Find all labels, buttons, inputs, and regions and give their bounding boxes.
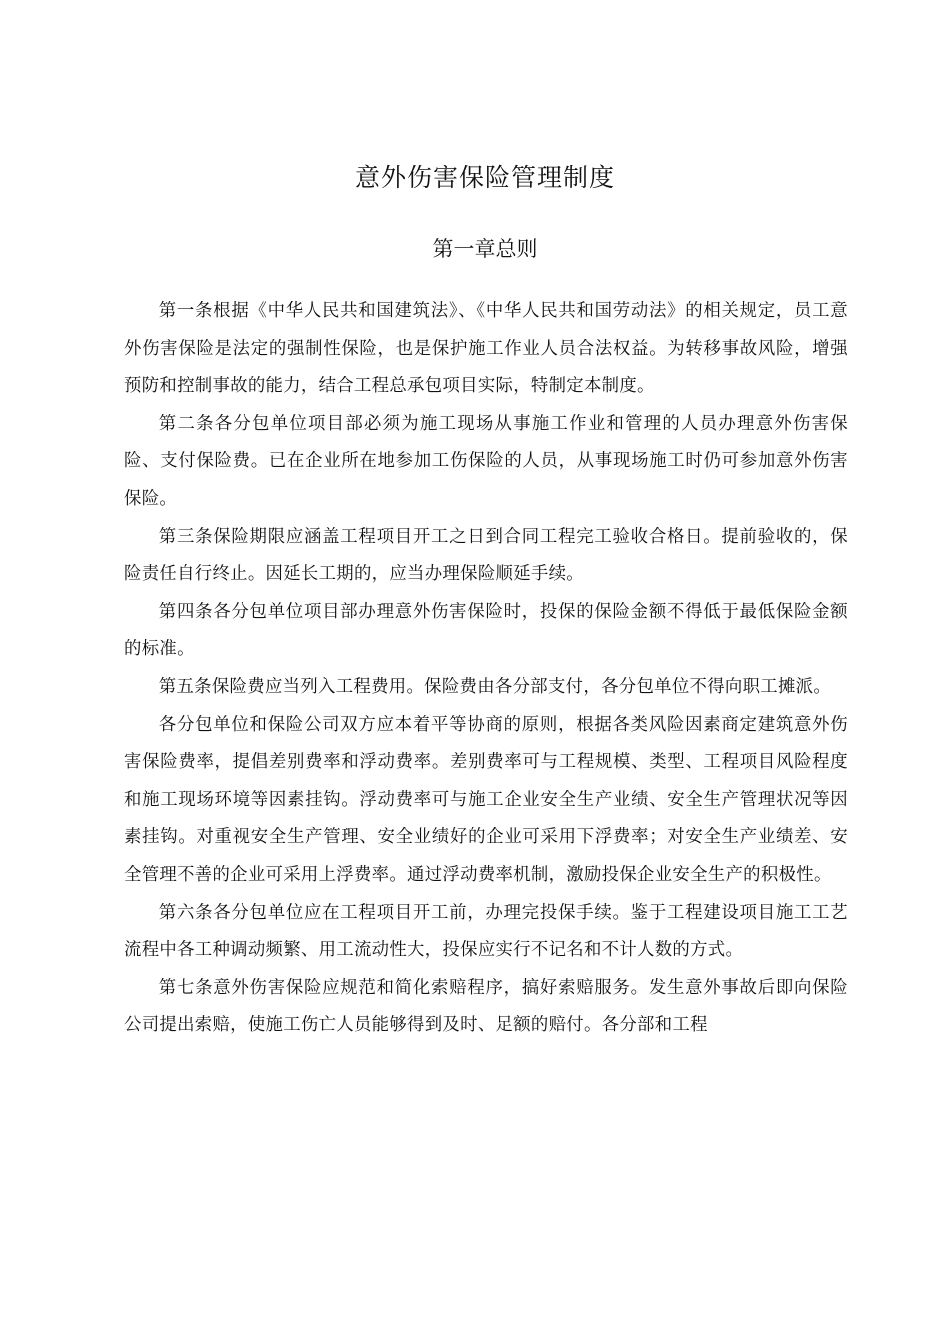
chapter-heading: 第一章总则 <box>432 237 538 261</box>
document-title: 意外伤害保险管理制度 <box>354 163 615 192</box>
article-7-paragraph: 第七条意外伤害保险应规范和简化索赔程序，搞好索赔服务。发生意外事故后即向保险公司提出索赔，使施工伤亡人员能够得到及时、足额的赔付。各分部和工程 <box>124 977 848 1036</box>
article-6-paragraph: 第六条各分包单位应在工程项目开工前，办理完投保手续。鉴于工程建设项目施工工艺流程中各工种调动频繁、用工流动性大，投保应实行不记名和不计人数的方式。 <box>124 902 848 961</box>
article-4-paragraph: 第四条各分包单位项目部办理意外伤害保险时，投保的保险金额不得低于最低保险金额的标准。 <box>124 601 848 660</box>
article-1-paragraph: 第一条根据《中华人民共和国建筑法》、《中华人民共和国劳动法》的相关规定，员工意外伤害保险是法定的强制性保险，也是保护施工作业人员合法权益。为转移事故风险，增强预防和控制事故的能力，结合工程总承包项目实际，特制定本制度。 <box>124 301 848 397</box>
article-3-paragraph: 第三条保险期限应涵盖工程项目开工之日到合同工程完工验收合格日。提前验收的，保险责任自行终止。因延长工期的，应当办理保险顺延手续。 <box>124 526 848 585</box>
article-2-paragraph: 第二条各分包单位项目部必须为施工现场从事施工作业和管理的人员办理意外伤害保险、支付保险费。已在企业所在地参加工伤保险的人员，从事现场施工时仍可参加意外伤害保险。 <box>124 413 848 509</box>
document-body <box>124 293 848 1045</box>
premium-rate-paragraph: 各分包单位和保险公司双方应本着平等协商的原则，根据各类风险因素商定建筑意外伤害保险费率，提倡差别费率和浮动费率。差别费率可与工程规模、类型、工程项目风险程度和施工现场环境等因素挂钩。浮动费率可与施工企业安全生产业绩、安全生产管理状况等因素挂钩。对重视安全生产管理、安全业绩好的企业可采用下浮费率；对安全生产业绩差、安全管理不善的企业可采用上浮费率。通过浮动费率机制，激励投保企业安全生产的积极性。 <box>124 714 848 885</box>
article-5-paragraph: 第五条保险费应当列入工程费用。保险费由各分部支付，各分包单位不得向职工摊派。 <box>158 676 832 697</box>
